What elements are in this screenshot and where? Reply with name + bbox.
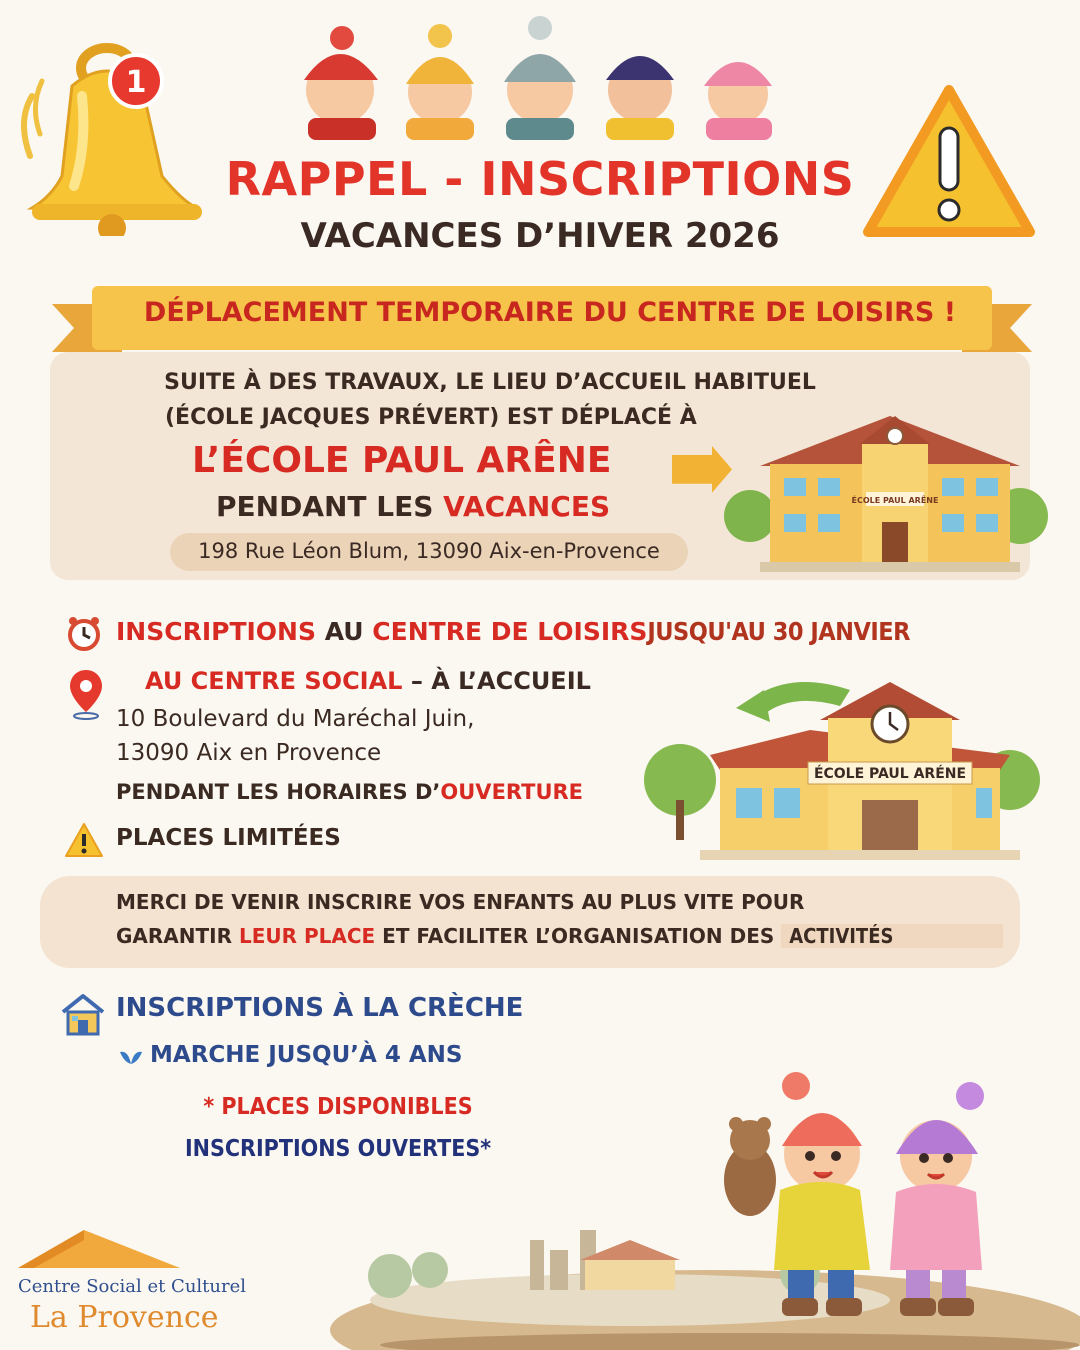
hours-highlight: OUVERTURE: [440, 780, 584, 804]
school-building-illustration: [720, 396, 1050, 576]
building-sign-1: ÉCOLE PAUL ARÊNE: [851, 496, 939, 505]
winter-children-illustration: [710, 1070, 1030, 1320]
available-places: * PLACES DISPONIBLES: [203, 1094, 473, 1120]
logo-text-line-1: Centre Social et Culturel: [18, 1276, 247, 1297]
reminder-line-2: [116, 924, 1003, 948]
relocation-line-1: SUITE À DES TRAVAUX, LE LIEU D’ACCUEIL HABITUEL: [164, 370, 816, 395]
building-sign-2: ÉCOLE PAUL ARÉNE: [813, 766, 967, 782]
limited-places: PLACES LIMITÉES: [116, 825, 341, 851]
logo-roof-icon: [14, 1226, 184, 1272]
page-title: RAPPEL - INSCRIPTIONS: [225, 152, 855, 206]
inscriptions-centre-line: [116, 617, 910, 646]
centre-loisirs-word: CENTRE DE LOISIRS: [372, 617, 648, 646]
school-address: 198 Rue Léon Blum, 13090 Aix-en-Provence: [198, 539, 660, 563]
leaf-icon: [118, 1046, 144, 1066]
logo-text-line-2: La Provence: [30, 1300, 219, 1335]
notification-badge: 1: [125, 65, 147, 100]
deadline-text: JUSQU'AU 30 JANVIER: [647, 617, 910, 646]
inscriptions-word: INSCRIPTIONS: [116, 617, 316, 646]
relocation-line-2: (ÉCOLE JACQUES PRÉVERT) EST DÉPLACÉ À: [165, 405, 697, 430]
registrations-open: INSCRIPTIONS OUVERTES*: [184, 1136, 492, 1162]
reminder-part-d: ACTIVITÉS: [781, 924, 1003, 948]
new-school-name: L’ÉCOLE PAUL ARÊNE: [192, 440, 612, 481]
reminder-part-c: ET FACILITER L’ORGANISATION DES: [375, 924, 782, 948]
banner-text: DÉPLACEMENT TEMPORAIRE DU CENTRE DE LOISIRS !: [143, 297, 957, 328]
centre-address-line-2: 13090 Aix en Provence: [116, 740, 382, 766]
centre-address-line-1: 10 Boulevard du Maréchal Juin,: [116, 706, 475, 732]
accueil-label: – À L’ACCUEIL: [402, 667, 591, 695]
house-icon: [60, 992, 106, 1036]
warning-small-icon: [64, 822, 104, 858]
page-subtitle: VACANCES D’HIVER 2026: [300, 216, 780, 256]
reminder-part-a: GARANTIR: [116, 924, 239, 948]
reminder-part-b: LEUR PLACE: [238, 924, 376, 948]
relocation-line-4-highlight: VACANCES: [443, 490, 611, 523]
relocation-line-4-prefix: PENDANT LES: [216, 490, 444, 523]
creche-age-limit: MARCHE JUSQU’À 4 ANS: [150, 1042, 463, 1068]
children-illustration: [290, 10, 790, 140]
au-word: AU: [316, 617, 373, 646]
alarm-clock-icon: [66, 616, 102, 652]
centre-social-line: [145, 667, 591, 695]
school-building-illustration-2: [640, 660, 1040, 860]
location-pin-icon: [68, 668, 104, 720]
reminder-line-1: MERCI DE VENIR INSCRIRE VOS ENFANTS AU PLUS VITE POUR: [116, 890, 805, 914]
opening-hours-line: [116, 780, 583, 804]
relocation-line-4: [216, 490, 610, 523]
hours-prefix: PENDANT LES HORAIRES D’: [116, 780, 441, 804]
centre-social-label: AU CENTRE SOCIAL: [145, 667, 403, 695]
creche-title: INSCRIPTIONS À LA CRÈCHE: [116, 993, 524, 1023]
